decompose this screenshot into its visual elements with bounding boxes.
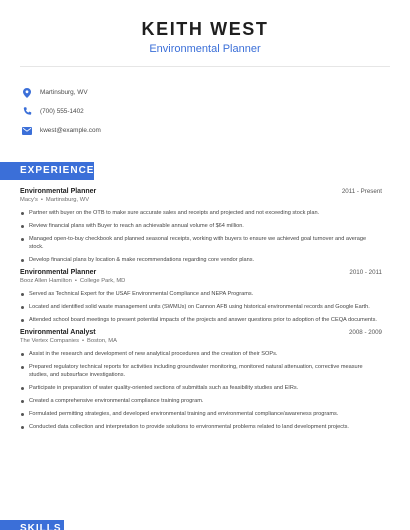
job-title: Environmental Planner [20,269,97,276]
job-bullet: Conducted data collection and interpretation to provide solutions to environmental problems related to land development projects. [20,423,382,431]
job-bullets [20,350,382,431]
job-bullets [20,290,382,324]
job-title: Environmental Analyst [20,329,96,336]
job-bullet: Served as Technical Expert for the USAF Environmental Compliance and NEPA Programs. [20,290,382,298]
job-bullets [20,209,382,264]
job-dates: 2011 - Present [341,188,382,195]
contact-list [22,83,101,140]
contact-phone-text: (700) 555-1402 [40,108,84,115]
contact-email-text: kwest@example.com [40,127,101,134]
skills-heading: SKILLS [0,520,64,530]
job-bullet: Formulated permitting strategies, and developed environmental training and environmental compliance/awareness programs. [20,410,382,418]
job-bullet: Partner with buyer on the OTB to make sure accurate sales and receipts and projected and not exceeding stock plan. [20,209,382,217]
job-location: Boston, MA [87,338,117,344]
candidate-name: KEITH WEST [141,19,269,39]
job-meta: Booz Allen Hamilton • College Park, MD [20,278,126,284]
candidate-role: Environmental Planner [149,43,261,55]
job-company: The Vertex Companies [20,338,79,344]
job-title: Environmental Planner [20,188,97,195]
job-company: Macy's [20,197,38,203]
contact-email [22,121,101,140]
job-bullet: Review financial plans with Buyer to reach an achievable annual volume of $64 million. [20,222,382,230]
job-bullet: Managed open-to-buy checkbook and planned seasonal receipts, working with buyers to ensure we achieved goal turnover and average stock. [20,235,382,251]
job-bullet: Prepared regulatory technical reports for activities including groundwater monitoring, monitored natural attenuation, corrective measure studies, and subsurface investigations. [20,363,382,379]
job-dates: 2008 - 2009 [348,329,382,336]
job-dates: 2010 - 2011 [349,269,382,276]
job-company: Booz Allen Hamilton [20,278,72,284]
job-bullet: Assist in the research and development of new analytical procedures and the creation of their SOPs. [20,350,382,358]
experience-heading: EXPERIENCE [0,162,94,180]
header-divider [20,66,390,67]
job-bullet: Participate in preparation of water quality-oriented sections of submittals such as feasibility studies and EIRs. [20,384,382,392]
job-location: Martinsburg, WV [45,197,90,203]
job-bullet: Located and identified solid waste management units (SWMUs) on Cannon AFB using historical environmental records and Google Earth. [20,303,382,311]
job-entry [20,188,382,264]
experience-list [20,188,382,436]
contact-location [22,83,101,102]
job-entry [20,269,382,324]
job-bullet: Develop financial plans by location & make recommendations regarding core vendor plans. [20,256,382,264]
job-entry [20,329,382,431]
job-bullet: Created a comprehensive environmental compliance training program. [20,397,382,405]
job-meta: The Vertex Companies • Boston, MA [20,338,117,344]
email-icon [22,126,32,136]
job-meta: Macy's • Martinsburg, WV [20,197,90,203]
resume-header [0,18,410,56]
contact-phone [22,102,101,121]
job-location: College Park, MD [79,278,126,284]
contact-location-text: Martinsburg, WV [40,89,88,96]
phone-icon [22,107,32,117]
location-pin-icon [22,88,32,98]
job-bullet: Attended school board meetings to present potential impacts of the projects and answer questions prior to adoption of the CEQA documents. [20,316,382,324]
